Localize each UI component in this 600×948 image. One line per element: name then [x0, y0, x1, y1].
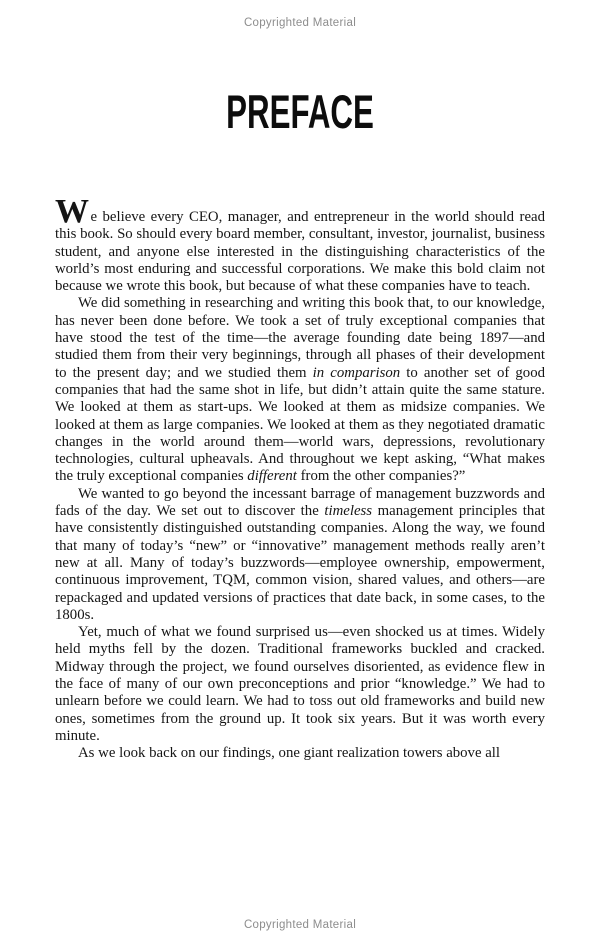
paragraph-5 — [55, 745, 545, 762]
copyright-notice-bottom: Copyrighted Material — [243, 919, 357, 931]
page-title: PREFACE — [226, 84, 374, 138]
dropcap-initial: W — [55, 193, 90, 230]
paragraph-3 — [55, 486, 545, 624]
text-run-italic: in comparison — [312, 364, 401, 381]
paragraph-1 — [55, 193, 545, 295]
text-run: As we look back on our findings, one giant realization towers above all — [78, 745, 501, 762]
text-run: from the other companies?” — [296, 468, 466, 485]
paragraph-2 — [55, 295, 545, 485]
text-run: management principles that have consistently distinguished outstanding companies. Along the way, we found that many of today’s “new” or “innovative” management methods really aren’t new at all. Many of today’s buzzwords—employee ownership, empowerment, continuous improvement, TQM, common vision, shared values, and others—are repackaged and updated versions of practices that date back, in some cases, to the 1800s. — [55, 503, 546, 623]
text-run: to another set of good companies that had the same shot in life, but didn’t attain quite the same stature. We looked at them as start-ups. We looked at them as midsize companies. We looked at them as large companies. We looked at them as they negotiated dramatic changes in the world around them—world wars, depressions, revolutionary technologies, cultural upheavals. And throughout we kept asking, “What makes the truly exceptional companies — [55, 364, 545, 485]
text-run-italic: different — [247, 468, 297, 485]
text-run: e believe every CEO, manager, and entrepreneur in the world should read this book. So should every board member, consultant, investor, journalist, business student, and anyone else interested in the distinguishing characteristics of the world’s most enduring and successful corporations. We make this bold claim not because we wrote this book, but because of what these companies have to teach. — [55, 209, 545, 295]
copyright-notice-top: Copyrighted Material — [243, 17, 357, 29]
text-run: We did something in researching and writing this book that, to our knowledge, has never been done before. We took a set of truly exceptional companies that have stood the test of the time—the average founding date being 1897—and studied them from their very beginnings, through all phases of their development to the present day; and we studied them — [55, 295, 545, 381]
preface-body-text — [55, 193, 546, 763]
text-run: Yet, much of what we found surprised us—even shocked us at times. Widely held myths fell by the dozen. Traditional frameworks buckled and cracked. Midway through the project, we found ourselves disoriented, as evidence flew in the face of many of our own preconceptions and prior “knowledge.” We had to unlearn before we could learn. We had to toss out old frameworks and build new ones, sometimes from the ground up. It took six years. But it was worth every minute. — [55, 624, 545, 744]
paragraph-4 — [55, 624, 545, 745]
text-run-italic: timeless — [324, 503, 373, 520]
text-run: We wanted to go beyond the incessant barrage of management buzzwords and fads of the day. We set out to discover the — [55, 485, 545, 520]
